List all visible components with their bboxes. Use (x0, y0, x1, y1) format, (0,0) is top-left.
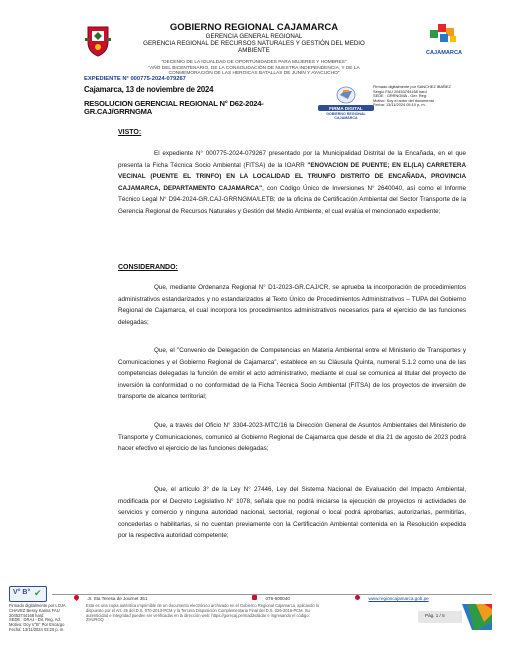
paragraph-3: Que, el "Convenio de Delegación de Competencias en Materia Ambiental entre el Ministerio de Transportes y Comunicaciones y el Gobierno Regional de Cajamarca", establece en su Cláusula Quinta, numeral 5.1.2 como una de las competencias delegadas la función de emitir el acto administrativo, mediante el cual se comunica al titular del proyecto de inversión la conformidad o no conformidad de la Ficha Técnica Socio Ambiental (FITSA) de los proyectos de inversión de transporte de alcance territorial; (118, 347, 466, 401)
sig-bottom-line-3: 20453744168 hard (9, 612, 44, 618)
motto-line-2: "AÑO DEL BICENTENARIO, DE LA CONSOLIDACIÓN DE NUESTRA INDEPENDENCIA, Y DE LA (148, 65, 360, 71)
sig-bottom-line-2: CHAVEZ Bessy Karina FAU (9, 607, 60, 613)
document-date: Cajamarca, 13 de noviembre de 2024 (84, 84, 214, 94)
motto-line-1: "DECENIO DE LA IGUALDAD DE OPORTUNIDADES PARA MUJERES Y HOMBRES" (161, 60, 347, 65)
footer-color-band (462, 604, 492, 630)
sig-top-line-1: Firmado digitalmente por SANCHEZ IBAÑEZ (373, 84, 451, 89)
paragraph-visto (118, 148, 466, 218)
signature-info-bottom (9, 604, 75, 633)
p1-project-name: "ENOVACION DE PUENTE; EN EL(LA) CARRETERA VECINAL (PUENTE EL TRINFO) EN LA LOCALIDAD EL TRIUNFO DISTRITO DE ENCAÑADA, PROVINCIA CAJAMARCA, DEPARTAMENTO CAJAMARCA" (118, 161, 466, 192)
coat-of-arms-logo (84, 24, 112, 58)
org-title: GOBIERNO REGIONAL CAJAMARCA (169, 22, 339, 33)
sig-top-line-4: Motivo: Soy el autor del documento (373, 97, 434, 103)
paragraph-5: Que, el artículo 3° de la Ley N° 27446, Ley del Sistema Nacional de Evaluación del Impacto Ambiental, modificada por el Decreto Legislativo N° 1078, señala que no podrá iniciarse la ejecución de proyectos ni actividades de servicios y comercio y ninguna autoridad nacional, sectorial, regional o local podrá aprobarlas, autorizarlas, permitirlas, concederlas o habilitarlas, si no cuentan previamente con la Certificación Ambiental contenida en la Resolución expedida por la respectiva autoridad competente; (118, 486, 466, 540)
header-line-2: GERENCIA REGIONAL DE RECURSOS NATURALES Y GESTIÓN DEL MEDIO (143, 40, 365, 47)
sig-top-line-5: Fecha: 13/11/2024 05:10 p. m. (373, 102, 426, 108)
vb-check-icon: ✔ (34, 588, 42, 598)
website-link[interactable]: www.regioncajamarca.gob.pe (368, 596, 429, 601)
note-line-1: Esta es una copia auténtica imprimible de un documento electrónico archivado en el Gobierno Regional Cajamarca, aplicando lo (86, 603, 320, 608)
note-line-4: ZHUROQ (86, 617, 104, 623)
sig-bottom-line-6: Fecha: 13/11/2024 03:20 p. m. (9, 626, 65, 632)
phone-text: 076-600040 (265, 596, 290, 601)
expediente-number: EXPEDIENTE N° 000775-2024-079267 (84, 76, 186, 82)
note-line-2: dispuesto por el Art. 25 del D.S. 070-2013-PCM y la Tercera Disposición Complementaria Final del D.S. 026-2016-PCM. Su (86, 607, 310, 613)
page-number: Pág. 1 / 5 (425, 613, 445, 618)
phone-icon (252, 595, 257, 600)
paragraph-2: Que, mediante Ordenanza Regional N° D1-2023-GR.CAJ/CR, se aprueba la incorporación de procedimientos administrativos estandarizados y no estandarizados al Texto Único de Procedimientos Administrativos – TUPA del Gobierno Regional de Cajamarca, el cual incorpora los procedimientos administrativos necesarios para el ejercicio de las funciones delegadas; (118, 284, 466, 326)
paragraph-4: Que, a través del Oficio N° 3304-2023-MTC/16 la Dirección General de Asuntos Ambientales del Ministerio de Transporte y Comunicaciones, comunicó al Gobierno Regional de Cajamarca que desde el día 21 de agosto de 2023 podrá hacer efectivo el ejercicio de las funciones delegadas; (118, 422, 466, 453)
badge-label: FIRMA DIGITAL (318, 105, 374, 111)
sig-bottom-line-1: Firmado digitalmente por LOJA (9, 603, 66, 608)
badge-org: GOBIERNO REGIONAL CAJAMARCA (326, 112, 366, 120)
header-line-3: AMBIENTE (238, 47, 270, 54)
header-line-1: GERENCIA GENERAL REGIONAL (205, 33, 303, 40)
address-text: Jr. Sta Teresa de Journet 351 (87, 596, 148, 601)
considerando-heading: CONSIDERANDO: (118, 264, 178, 271)
visto-heading: VISTO: (118, 129, 142, 136)
location-pin-icon (73, 594, 80, 601)
motto-line-3: CONMEMORACIÓN DE LAS HEROICAS BATALLAS DE JUNÍN Y AYACUCHO" (168, 71, 340, 76)
digital-signature-badge (318, 85, 374, 121)
resolution-title-2: GR.CAJ/GRRNGMA (84, 107, 153, 116)
globe-icon (355, 595, 360, 600)
note-line-3: autenticidad e integridad pueden ser verificadas en la dirección web: https://gorecaj.pe/mad3validar e ingresando el código: (86, 612, 310, 618)
p1-text-c: , con Código Único de Inversiones N° 2640040, así como el Informe Técnico Legal N° D94-2024-GR.CAJ-GRRNGMA/LETB; de la oficina de Certificación Ambiental del Sector Transporte de la Gerencia Regional de Recursos Naturales y Gestión del Medio Ambiente, el cual evalúa el mencionado expediente; (118, 184, 466, 215)
website-info (355, 587, 429, 605)
sig-bottom-line-5: Motivo: Doy V°B° Por Encargo (9, 622, 65, 628)
vb-label: V° B° (13, 589, 31, 596)
region-logo-text: CAJAMARCA (425, 50, 463, 56)
sig-top-line-3: SEDE : GRRNGMA - Ger. Reg. (373, 93, 428, 99)
sig-top-line-2: Sergio FAU 20453744168 hard (373, 88, 427, 94)
signature-info-top (373, 85, 483, 108)
p1-text-a: El expediente N° 000775-2024-079267 presentado por la Municipalidad Distrital de la Encañada, en el que presenta la Ficha Técnica Socio Ambiental (FITSA) de la IOARR (118, 150, 466, 169)
authenticity-note (86, 604, 422, 623)
page-number-tab (418, 611, 462, 623)
vb-stamp (9, 586, 47, 602)
sig-bottom-line-4: SEDE : DRAJ - Dir. Reg. Ad. (9, 617, 61, 623)
region-logo (424, 22, 464, 60)
resolution-title-1: RESOLUCION GERENCIAL REGIONAL N° D62-2024- (84, 99, 264, 108)
